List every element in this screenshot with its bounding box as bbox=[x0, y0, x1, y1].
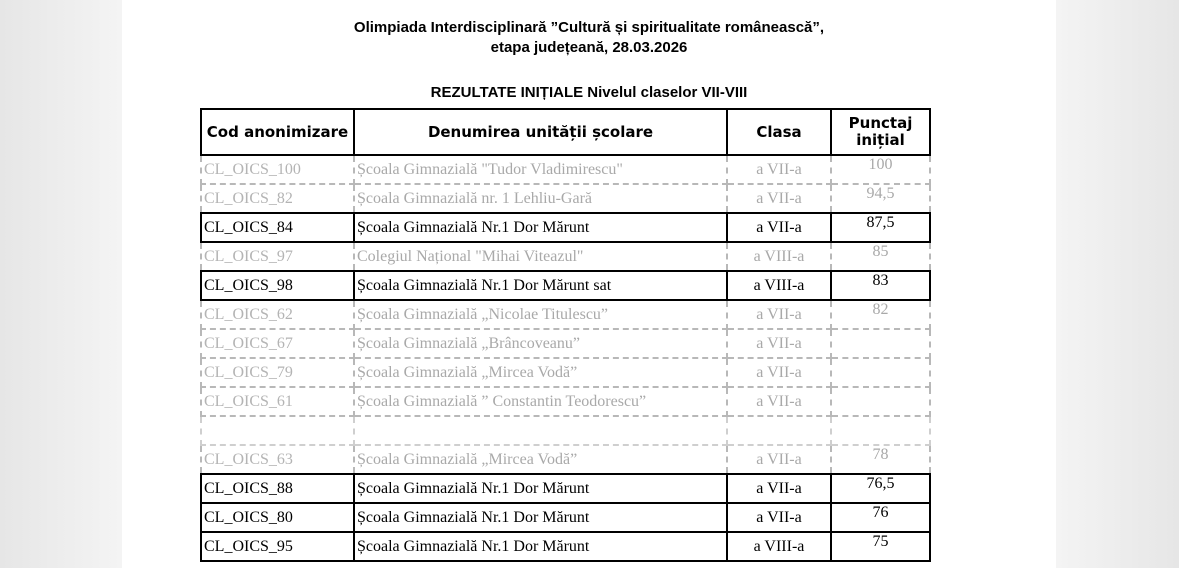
cell-class bbox=[727, 416, 831, 445]
background-right bbox=[1056, 0, 1179, 568]
header-school: Denumirea unității școlare bbox=[354, 109, 727, 155]
table-row bbox=[201, 300, 930, 329]
cell-class: a VII-a bbox=[727, 474, 831, 503]
cell-class: a VIII-a bbox=[727, 532, 831, 561]
header-code: Cod anonimizare bbox=[201, 109, 354, 155]
cell-code bbox=[201, 416, 354, 445]
cell-school: Școala Gimnazială „Nicolae Titulescu” bbox=[354, 300, 727, 329]
cell-school: Școala Gimnazială „Mircea Vodă” bbox=[354, 445, 727, 474]
cell-class: a VII-a bbox=[727, 300, 831, 329]
cell-score: 94,5 bbox=[831, 184, 930, 213]
cell-code: CL_OICS_100 bbox=[201, 155, 354, 184]
cell-code: CL_OICS_63 bbox=[201, 445, 354, 474]
cell-school: Școala Gimnazială Nr.1 Dor Mărunt bbox=[354, 213, 727, 242]
cell-code: CL_OICS_62 bbox=[201, 300, 354, 329]
cell-class: a VII-a bbox=[727, 213, 831, 242]
cell-code: CL_OICS_84 bbox=[201, 213, 354, 242]
document-page bbox=[122, 0, 1056, 568]
title-line-2: etapa județeană, 28.03.2026 bbox=[490, 39, 688, 56]
cell-code: CL_OICS_67 bbox=[201, 329, 354, 358]
results-subtitle: REZULTATE INIȚIALE Nivelul claselor VII-VIII bbox=[430, 84, 748, 101]
cell-score: 100 bbox=[831, 155, 930, 184]
cell-code: CL_OICS_80 bbox=[201, 503, 354, 532]
cell-school: Școala Gimnazială Nr.1 Dor Mărunt bbox=[354, 474, 727, 503]
cell-score bbox=[831, 416, 930, 445]
cell-school: Școala Gimnazială Nr.1 Dor Mărunt bbox=[354, 503, 727, 532]
title-line-1: Olimpiada Interdisciplinară ”Cultură și spiritualitate românească”, bbox=[353, 19, 825, 36]
background-left bbox=[0, 0, 122, 568]
results-table bbox=[200, 108, 931, 562]
table-row bbox=[201, 184, 930, 213]
cell-school: Școala Gimnazială Nr.1 Dor Mărunt sat bbox=[354, 271, 727, 300]
cell-score: 82 bbox=[831, 300, 930, 329]
cell-school: Colegiul Național "Mihai Viteazul" bbox=[354, 242, 727, 271]
cell-class: a VIII-a bbox=[727, 242, 831, 271]
cell-class: a VII-a bbox=[727, 445, 831, 474]
table-row bbox=[201, 155, 930, 184]
table-row bbox=[201, 503, 930, 532]
cell-score: 87,5 bbox=[831, 213, 930, 242]
table-row bbox=[201, 271, 930, 300]
cell-code: CL_OICS_61 bbox=[201, 387, 354, 416]
table-header-row bbox=[201, 109, 930, 155]
cell-score: 85 bbox=[831, 242, 930, 271]
header-class: Clasa bbox=[727, 109, 831, 155]
header-score-line-2: inițial bbox=[856, 131, 905, 149]
header-score-line-1: Punctaj bbox=[848, 114, 913, 132]
cell-class: a VII-a bbox=[727, 184, 831, 213]
cell-class: a VII-a bbox=[727, 387, 831, 416]
cell-school bbox=[354, 416, 727, 445]
cell-score bbox=[831, 329, 930, 358]
table-row bbox=[201, 416, 930, 445]
cell-score: 75 bbox=[831, 532, 930, 561]
cell-code: CL_OICS_98 bbox=[201, 271, 354, 300]
table-row bbox=[201, 445, 930, 474]
cell-school: Școala Gimnazială „Brâncoveanu” bbox=[354, 329, 727, 358]
cell-school: Școala Gimnazială "Tudor Vladimirescu" bbox=[354, 155, 727, 184]
cell-code: CL_OICS_79 bbox=[201, 358, 354, 387]
cell-class: a VII-a bbox=[727, 503, 831, 532]
cell-school: Școala Gimnazială „Mircea Vodă” bbox=[354, 358, 727, 387]
table-row bbox=[201, 474, 930, 503]
cell-score: 76,5 bbox=[831, 474, 930, 503]
cell-score: 83 bbox=[831, 271, 930, 300]
cell-score: 78 bbox=[831, 445, 930, 474]
table-row bbox=[201, 387, 930, 416]
cell-class: a VII-a bbox=[727, 155, 831, 184]
cell-school: Școala Gimnazială nr. 1 Lehliu-Gară bbox=[354, 184, 727, 213]
cell-score bbox=[831, 387, 930, 416]
cell-school: Școala Gimnazială ” Constantin Teodorescu” bbox=[354, 387, 727, 416]
cell-class: a VII-a bbox=[727, 358, 831, 387]
cell-class: a VIII-a bbox=[727, 271, 831, 300]
table-row bbox=[201, 213, 930, 242]
table-row bbox=[201, 329, 930, 358]
cell-code: CL_OICS_95 bbox=[201, 532, 354, 561]
cell-code: CL_OICS_97 bbox=[201, 242, 354, 271]
cell-code: CL_OICS_88 bbox=[201, 474, 354, 503]
table-row bbox=[201, 358, 930, 387]
table-body bbox=[201, 155, 930, 561]
table-row bbox=[201, 242, 930, 271]
table-row bbox=[201, 532, 930, 561]
header-score bbox=[831, 109, 930, 155]
document-title bbox=[122, 18, 1056, 58]
cell-code: CL_OICS_82 bbox=[201, 184, 354, 213]
cell-score: 76 bbox=[831, 503, 930, 532]
cell-score bbox=[831, 358, 930, 387]
cell-school: Școala Gimnazială Nr.1 Dor Mărunt bbox=[354, 532, 727, 561]
cell-class: a VII-a bbox=[727, 329, 831, 358]
